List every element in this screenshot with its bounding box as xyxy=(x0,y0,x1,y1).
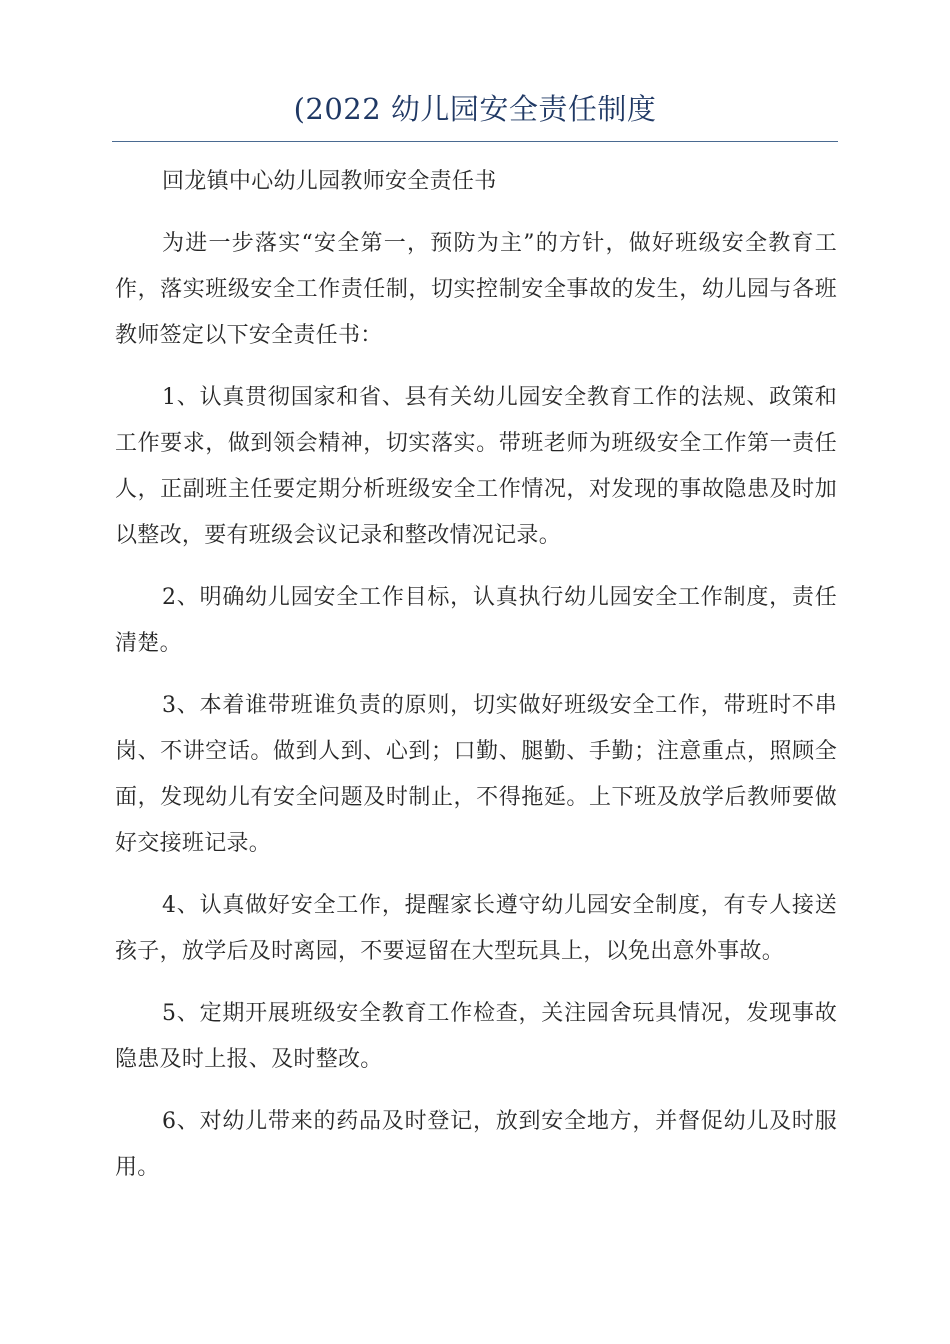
paragraph-item-1: 1、认真贯彻国家和省、县有关幼儿园安全教育工作的法规、政策和工作要求，做到领会精神，切实落实。带班老师为班级安全工作第一责任人，正副班主任要定期分析班级安全工作情况，对发现的事故隐患及时加以整改，要有班级会议记录和整改情况记录。 xyxy=(115,385,837,548)
title-divider xyxy=(112,141,838,142)
document-subtitle: 回龙镇中心幼儿园教师安全责任书 xyxy=(162,169,497,194)
paragraph-item-5: 5、定期开展班级安全教育工作检查，关注园舍玩具情况，发现事故隐患及时上报、及时整改。 xyxy=(115,1001,837,1072)
document-body xyxy=(115,159,837,1207)
paragraph-item-6: 6、对幼儿带来的药品及时登记，放到安全地方，并督促幼儿及时服用。 xyxy=(115,1109,837,1180)
paragraph-item-4: 4、认真做好安全工作，提醒家长遵守幼儿园安全制度，有专人接送孩子，放学后及时离园，不要逗留在大型玩具上，以免出意外事故。 xyxy=(115,893,837,964)
document-title: (2022 幼儿园安全责任制度 xyxy=(293,92,657,126)
paragraph-intro: 为进一步落实“安全第一，预防为主”的方针，做好班级安全教育工作，落实班级安全工作责任制，切实控制安全事故的发生，幼儿园与各班教师签定以下安全责任书： xyxy=(115,231,837,348)
paragraph-item-3: 3、本着谁带班谁负责的原则，切实做好班级安全工作，带班时不串岗、不讲空话。做到人到、心到；口勤、腿勤、手勤；注意重点，照顾全面，发现幼儿有安全问题及时制止，不得拖延。上下班及放学后教师要做好交接班记录。 xyxy=(115,693,837,856)
paragraph-item-2: 2、明确幼儿园安全工作目标，认真执行幼儿园安全工作制度，责任清楚。 xyxy=(115,585,837,656)
